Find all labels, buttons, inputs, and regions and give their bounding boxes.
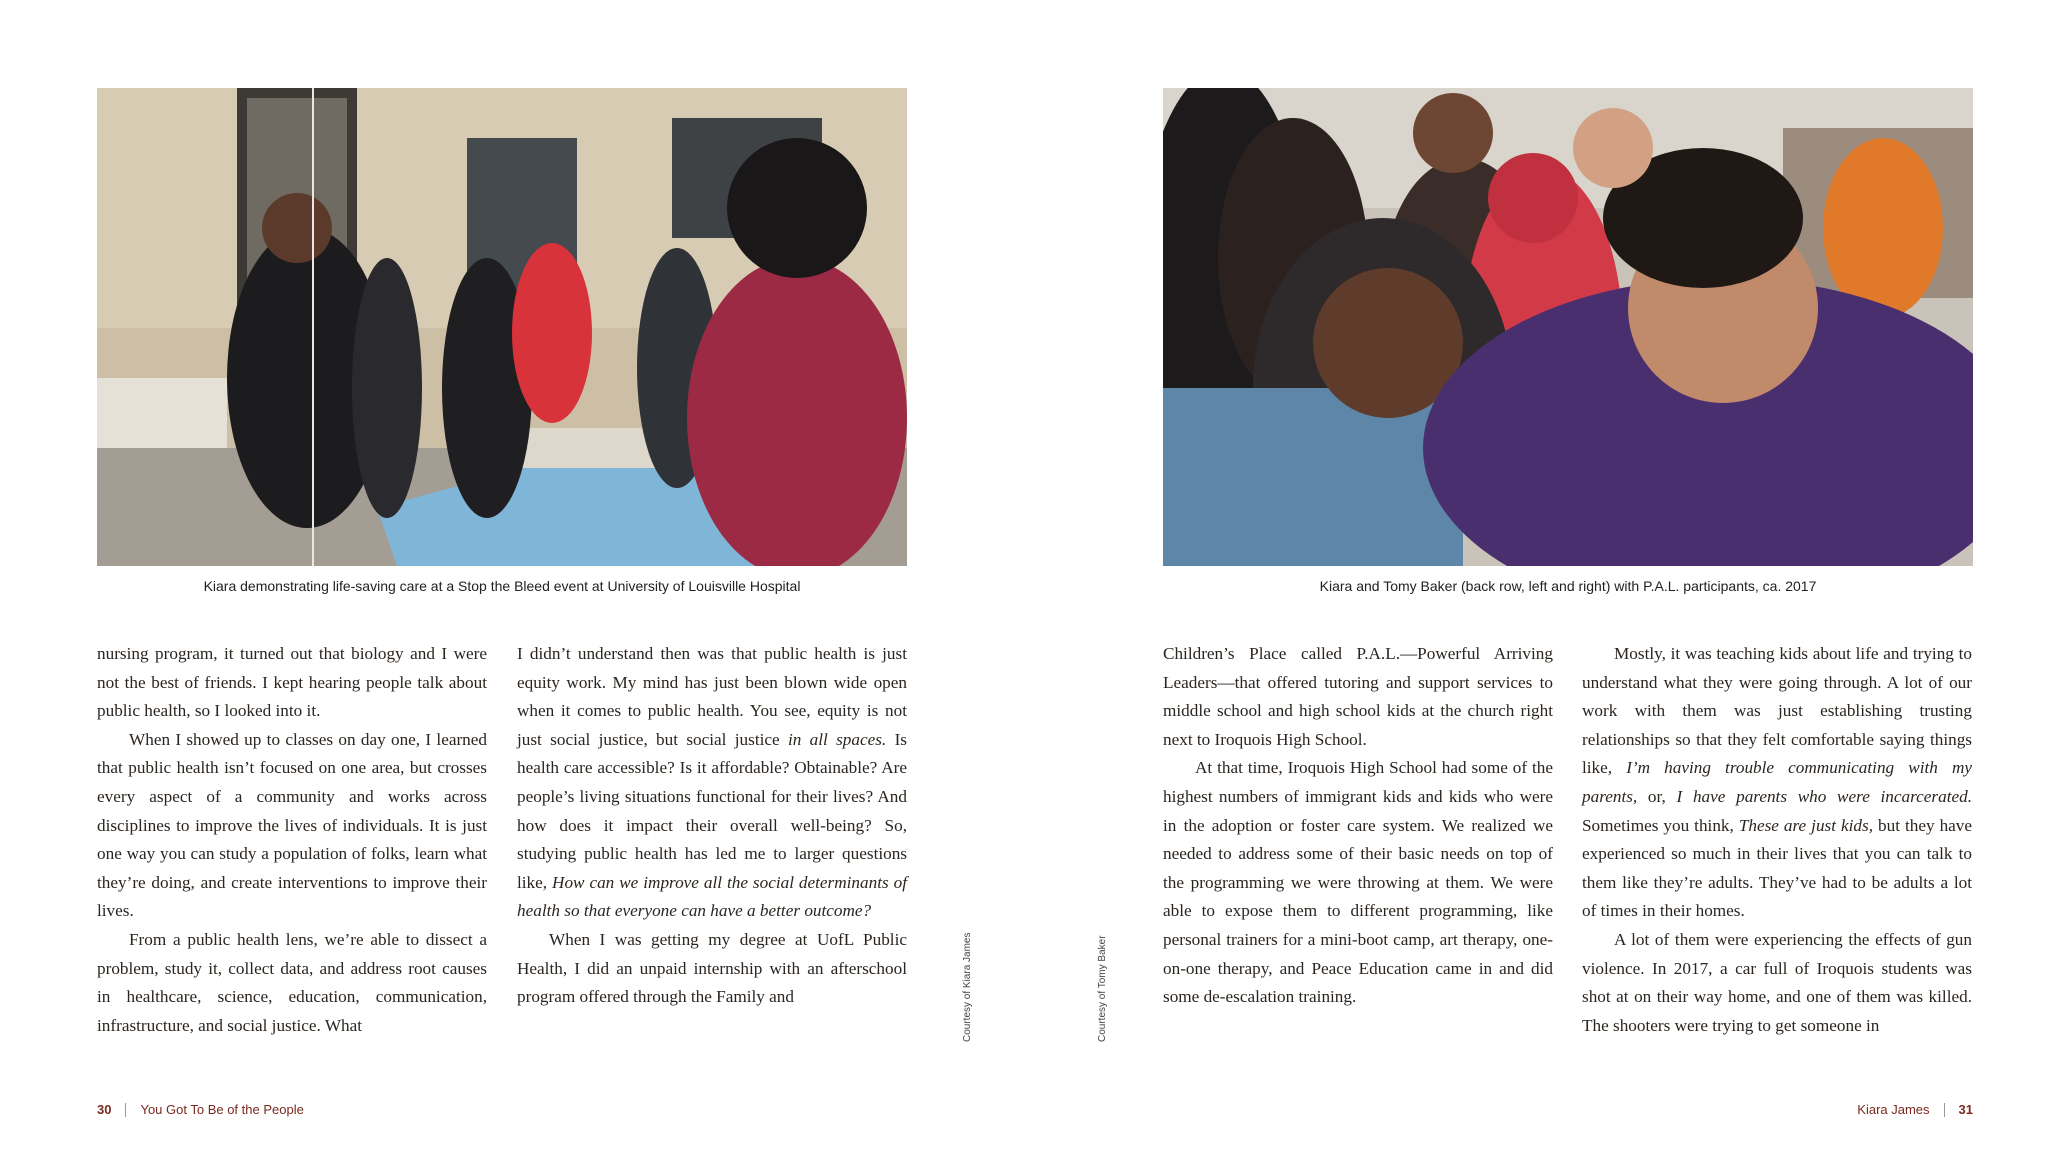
text-run: but they have experienced so much in their lives that you can talk to them like they’re adults. They’ve had to be adults a lot of times in their homes. (1582, 815, 1973, 921)
text-run: Sometimes you think, (1582, 815, 1739, 835)
text-run: or, (1637, 786, 1677, 806)
paragraph (517, 640, 907, 926)
italic-text: I’m having trouble communicating with my parents, (1582, 758, 1972, 806)
paragraph: When I showed up to classes on day one, I learned that public health isn’t focused on one area, but crosses every aspect of a community and works across disciplines to improve the lives of individuals. It is just one way you can study a population of folks, learn what they’re doing, and create interventions to improve their lives. (97, 729, 487, 921)
photo-pal-participants (1163, 88, 1973, 566)
text-run: Mostly, it was teaching kids about life and trying to understand what they were going through. A lot of our work with them was just establishing trusting relationships so that they felt comfortable saying things like, (1582, 644, 1972, 778)
italic-text: I have parents who were incarcerated. (1676, 786, 1972, 806)
footer-divider (1944, 1103, 1945, 1117)
text-column-3 (1163, 640, 1553, 1012)
page-number: 31 (1958, 1102, 1973, 1117)
footer-divider (125, 1103, 126, 1117)
photo-caption-right: Kiara and Tomy Baker (back row, left and right) with P.A.L. participants, ca. 2017 (1319, 578, 1817, 594)
page-number: 30 (97, 1102, 112, 1117)
paragraph: A lot of them were experiencing the effects of gun violence. In 2017, a car full of Iroquois students was shot at on their way home, and one of them was killed. The shooters were trying to get someone in (1582, 929, 1972, 1035)
text-column-4 (1582, 640, 1972, 1040)
text-column-2 (517, 640, 907, 1012)
italic-text: How can we improve all the social determinants of health so that everyone can have a better outcome? (517, 872, 907, 921)
italic-text: These are just kids, (1738, 815, 1874, 835)
paragraph: nursing program, it turned out that biology and I were not the best of friends. I kept hearing people talk about public health, so I looked into it. (97, 644, 487, 721)
text-run: Is health care accessible? Is it affordable? Obtainable? Are people’s living situations functional for their lives? And how does it impact their overall well-being? So, studying public health has led me to larger questions like, (517, 729, 907, 892)
photo-stop-the-bleed-event (97, 88, 907, 566)
page-footer-right (1857, 1102, 1973, 1117)
running-head-title: You Got To Be of the People (140, 1102, 304, 1117)
photo-caption-left: Kiara demonstrating life-saving care at a Stop the Bleed event at University of Louisville Hospital (203, 578, 801, 594)
paragraph: Children’s Place called P.A.L.—Powerful Arriving Leaders—that offered tutoring and support services to middle school and high school kids at the church right next to Iroquois High School. (1163, 644, 1553, 749)
page-footer-left (97, 1102, 304, 1117)
paragraph: When I was getting my degree at UofL Public Health, I did an unpaid internship with an afterschool program offered through the Family and (517, 929, 907, 1007)
photo-credit-left: Courtesy of Kiara James (962, 932, 973, 1042)
paragraph: At that time, Iroquois High School had some of the highest numbers of immigrant kids and kids who were in the adoption or foster care system. We realized we needed to address some of their basic needs on top of the programming we were throwing at them. We were able to expose them to different programming, like personal trainers for a mini-boot camp, art therapy, one-on-one therapy, and Peace Education came in and did some de-escalation training. (1163, 758, 1553, 1007)
text-run: I didn’t understand then was that public health is just equity work. My mind has just been blown wide open when it comes to public health. You see, equity is not just social justice, but social justice (517, 644, 907, 749)
italic-text: in all spaces. (787, 729, 887, 749)
photo-credit-right: Courtesy of Tomy Baker (1097, 935, 1108, 1042)
running-head-author: Kiara James (1857, 1102, 1930, 1117)
paragraph (1582, 640, 1972, 926)
text-column-1 (97, 640, 487, 1040)
paragraph: From a public health lens, we’re able to dissect a problem, study it, collect data, and address root causes in healthcare, science, education, communication, infrastructure, and social justice. What (97, 929, 487, 1035)
